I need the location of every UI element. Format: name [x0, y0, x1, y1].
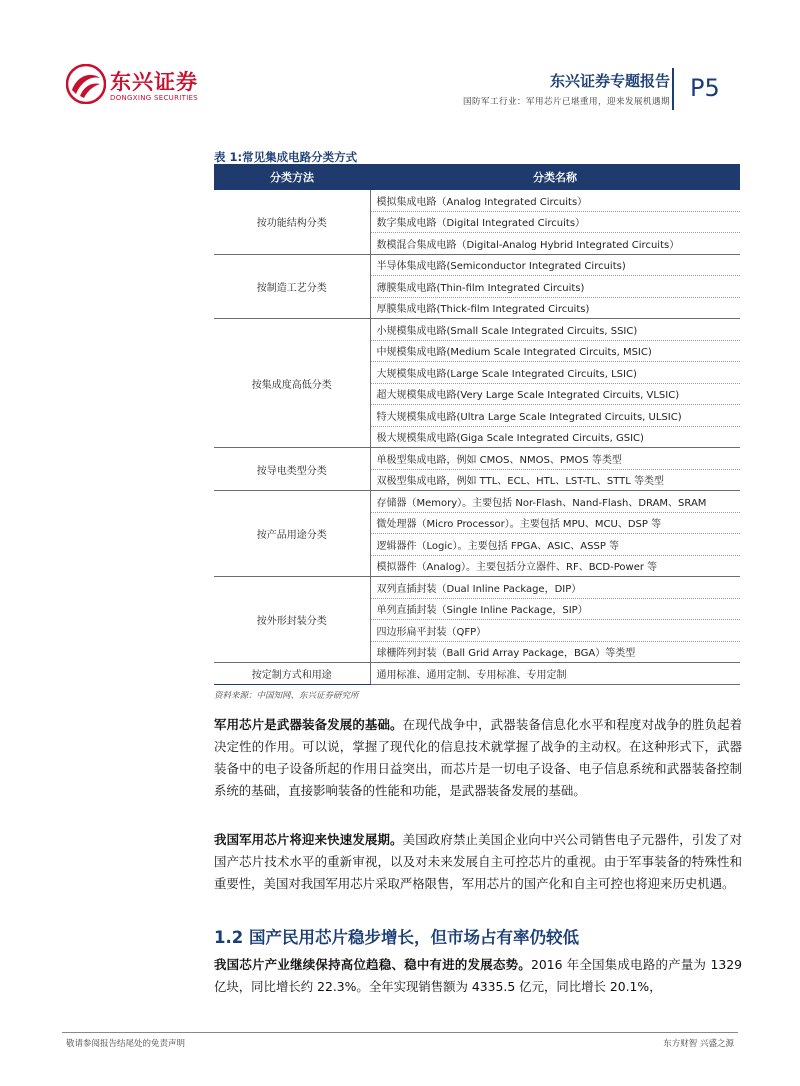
table-cell-name: 模拟集成电路（Analog Integrated Circuits） [370, 190, 740, 211]
paragraph-military-chip-growth [214, 829, 742, 895]
table-cell-name: 四边形扁平封装（QFP） [370, 620, 740, 642]
paragraph-lead: 我国军用芯片将迎来快速发展期。 [214, 832, 403, 847]
table-header-row [214, 164, 740, 190]
table-cell-method: 按产品用途分类 [214, 491, 370, 577]
table-source: 资料来源：中国知网、东兴证券研究所 [214, 691, 359, 701]
table-cell-name: 数模混合集成电路（Digital-Analog Hybrid Integrated Circuits） [370, 233, 740, 255]
paragraph-chip-industry [214, 954, 742, 998]
table-cell-name: 模拟器件（Analog）。主要包括分立器件、RF、BCD-Power 等 [370, 555, 740, 577]
header-name: 分类名称 [370, 164, 740, 190]
table-cell-method: 按集成度高低分类 [214, 319, 370, 448]
table-title: 表 1:常见集成电路分类方式 [214, 150, 358, 164]
header-divider [672, 68, 674, 110]
table-cell-name: 单列直插封装（Single Inline Package，SIP） [370, 598, 740, 620]
table-cell-method: 按制造工艺分类 [214, 254, 370, 319]
table-cell-name: 半导体集成电路(Semiconductor Integrated Circuits) [370, 254, 740, 276]
table-row [214, 577, 740, 599]
table-cell-name: 小规模集成电路(Small Scale Integrated Circuits, SSIC) [370, 319, 740, 341]
paragraph-military-chip-basis [214, 714, 742, 802]
logo-mark-icon [66, 64, 106, 104]
table-cell-name: 通用标准、通用定制、专用标准、专用定制 [370, 663, 740, 685]
table-cell-name: 微处理器（Micro Processor）。主要包括 MPU、MCU、DSP 等 [370, 512, 740, 534]
table-row [214, 190, 740, 211]
report-title: 东兴证券专题报告 [549, 72, 670, 90]
table-cell-name: 大规模集成电路(Large Scale Integrated Circuits, LSIC) [370, 362, 740, 384]
table-row [214, 448, 740, 470]
table-cell-name: 逻辑器件（Logic）。主要包括 FPGA、ASIC、ASSP 等 [370, 534, 740, 556]
paragraph-text: 在现代战争中，武器装备信息化水平和程度对战争的胜负起着决定性的作用。可以说，掌握了现代化的信息技术就掌握了战争的主动权。在这种形式下，武器装备中的电子设备所起的作用日益突出，而芯片是一切电子设备、电子信息系统和武器装备控制系统的基础，直接影响装备的性能和功能，是武器装备发展的基础。 [214, 717, 743, 798]
table-row [214, 254, 740, 276]
footer-disclaimer: 敬请参阅报告结尾处的免责声明 [66, 1039, 186, 1049]
report-subtitle: 国防军工行业：军用芯片已堪重用，迎来发展机遇期 [462, 97, 670, 107]
footer-slogan: 东方财智 兴盛之源 [663, 1039, 734, 1049]
table-cell-method: 按外形封装分类 [214, 577, 370, 663]
paragraph-text: 美国政府禁止美国企业向中兴公司销售电子元器件，引发了对国产芯片技术水平的重新审视，以及对未来发展自主可控芯片的重视。由于军事装备的特殊性和重要性，美国对我国军用芯片采取严格限售，军用芯片的国产化和自主可控也将迎来历史机遇。 [214, 832, 743, 891]
table-cell-name: 中规模集成电路(Medium Scale Integrated Circuits, MSIC) [370, 340, 740, 362]
table-cell-name: 存储器（Memory）。主要包括 Nor-Flash、Nand-Flash、DRAM、SRAM [370, 491, 740, 513]
classification-table [214, 164, 740, 685]
table-cell-name: 特大规模集成电路(Ultra Large Scale Integrated Circuits, ULSIC) [370, 405, 740, 427]
section-heading: 1.2 国产民用芯片稳步增长，但市场占有率仍较低 [214, 928, 579, 947]
page-number: P5 [690, 74, 720, 102]
footer-divider [62, 1032, 738, 1033]
table-cell-method: 按定制方式和用途 [214, 663, 370, 685]
company-logo [66, 64, 206, 110]
table-cell-method: 按功能结构分类 [214, 190, 370, 254]
table-cell-name: 极大规模集成电路(Giga Scale Integrated Circuits, GSIC) [370, 426, 740, 448]
table-cell-name: 单极型集成电路，例如 CMOS、NMOS、PMOS 等类型 [370, 448, 740, 470]
paragraph-text: 2016 年全国集成电路的产量为 1329 亿块，同比增长约 22.3%。全年实现销售额为 4335.5 亿元，同比增长 20.1%， [214, 957, 742, 994]
table-cell-name: 超大规模集成电路(Very Large Scale Integrated Circuits, VLSIC) [370, 383, 740, 405]
table-row [214, 319, 740, 341]
header-method: 分类方法 [214, 164, 370, 190]
table-cell-name: 双列直插封装（Dual Inline Package，DIP） [370, 577, 740, 599]
paragraph-lead: 我国芯片产业继续保持高位趋稳、稳中有进的发展态势。 [214, 957, 531, 972]
table-cell-name: 球栅阵列封装（Ball Grid Array Package，BGA）等类型 [370, 641, 740, 663]
table-row [214, 663, 740, 685]
logo-text-cn: 东兴证券 [110, 70, 198, 94]
table-row [214, 491, 740, 513]
table-cell-name: 薄膜集成电路(Thin-film Integrated Circuits) [370, 276, 740, 298]
table-cell-method: 按导电类型分类 [214, 448, 370, 491]
table-cell-name: 数字集成电路（Digital Integrated Circuits） [370, 211, 740, 233]
table-cell-name: 双极型集成电路，例如 TTL、ECL、HTL、LST-TL、STTL 等类型 [370, 469, 740, 491]
paragraph-lead: 军用芯片是武器装备发展的基础。 [214, 717, 403, 732]
logo-text-en: DONGXING SECURITIES [110, 94, 199, 102]
table-cell-name: 厚膜集成电路(Thick-film Integrated Circuits) [370, 297, 740, 319]
